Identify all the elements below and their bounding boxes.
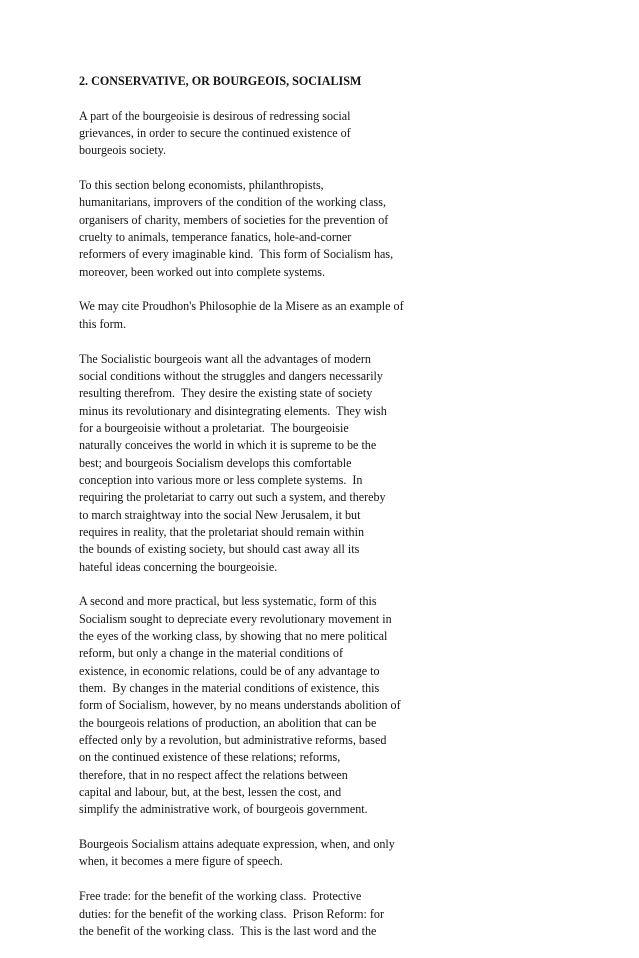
- text-line: organisers of charity, members of societies for the prevention of: [79, 212, 389, 227]
- text-line: reform, but only a change in the material conditions of: [79, 646, 343, 661]
- text-line: minus its revolutionary and disintegrating elements. They wish: [79, 403, 387, 418]
- text-line: grievances, in order to secure the continued existence of: [79, 126, 351, 141]
- text-line: existence, in economic relations, could be of any advantage to: [79, 663, 380, 678]
- text-line: A part of the bourgeoisie is desirous of redressing social: [79, 108, 351, 123]
- text-line: therefore, that in no respect affect the relations between: [79, 767, 348, 782]
- section-heading: 2. CONSERVATIVE, OR BOURGEOIS, SOCIALISM: [79, 74, 362, 88]
- text-line: the bourgeois relations of production, an abolition that can be: [79, 715, 377, 730]
- text-line: on the continued existence of these relations; reforms,: [79, 750, 341, 765]
- text-line: moreover, been worked out into complete systems.: [79, 264, 326, 279]
- text-line: when, it becomes a mere figure of speech.: [79, 854, 283, 869]
- text-line: Free trade: for the benefit of the working class. Protective: [79, 889, 362, 904]
- text-line: social conditions without the struggles and dangers necessarily: [79, 368, 383, 383]
- paragraph: [79, 351, 639, 576]
- text-line: We may cite Proudhon's Philosophie de la Misere as an example of: [79, 299, 404, 314]
- text-line: bourgeois society.: [79, 143, 166, 158]
- text-line: humanitarians, improvers of the condition of the working class,: [79, 195, 386, 210]
- document-body: [79, 73, 639, 958]
- text-line: resulting therefrom. They desire the existing state of society: [79, 386, 373, 401]
- paragraph: [79, 108, 639, 160]
- text-line: form of Socialism, however, by no means understands abolition of: [79, 698, 401, 713]
- paragraph-list: [79, 108, 639, 941]
- text-line: Socialism sought to depreciate every revolutionary movement in: [79, 611, 392, 626]
- text-line: To this section belong economists, philanthropists,: [79, 178, 324, 193]
- text-line: hateful ideas concerning the bourgeoisie.: [79, 559, 278, 574]
- text-line: them. By changes in the material conditions of existence, this: [79, 681, 380, 696]
- text-line: this form.: [79, 316, 127, 331]
- text-line: The Socialistic bourgeois want all the advantages of modern: [79, 351, 371, 366]
- text-line: the benefit of the working class. This is the last word and the: [79, 923, 377, 938]
- text-line: duties: for the benefit of the working class. Prison Reform: for: [79, 906, 384, 921]
- text-line: A second and more practical, but less systematic, form of this: [79, 594, 377, 609]
- text-line: conception into various more or less complete systems. In: [79, 472, 363, 487]
- paragraph: [79, 593, 639, 818]
- text-line: best; and bourgeois Socialism develops this comfortable: [79, 455, 352, 470]
- paragraph: [79, 888, 639, 940]
- text-line: requiring the proletariat to carry out such a system, and thereby: [79, 490, 386, 505]
- text-line: simplify the administrative work, of bourgeois government.: [79, 802, 368, 817]
- text-line: effected only by a revolution, but administrative reforms, based: [79, 733, 387, 748]
- paragraph: [79, 177, 639, 281]
- text-line: Bourgeois Socialism attains adequate expression, when, and only: [79, 837, 395, 852]
- text-line: capital and labour, but, at the best, lessen the cost, and: [79, 785, 342, 800]
- text-line: to march straightway into the social New Jerusalem, it but: [79, 507, 361, 522]
- text-line: the bounds of existing society, but should cast away all its: [79, 542, 360, 557]
- text-line: cruelty to animals, temperance fanatics, hole-and-corner: [79, 230, 352, 245]
- text-line: requires in reality, that the proletariat should remain within: [79, 524, 365, 539]
- paragraph: [79, 836, 639, 871]
- text-line: for a bourgeoisie without a proletariat. The bourgeoisie: [79, 420, 349, 435]
- text-line: reformers of every imaginable kind. This form of Socialism has,: [79, 247, 394, 262]
- paragraph: [79, 298, 639, 333]
- text-line: the eyes of the working class, by showing that no mere political: [79, 629, 388, 643]
- text-line: naturally conceives the world in which it is supreme to be the: [79, 438, 377, 453]
